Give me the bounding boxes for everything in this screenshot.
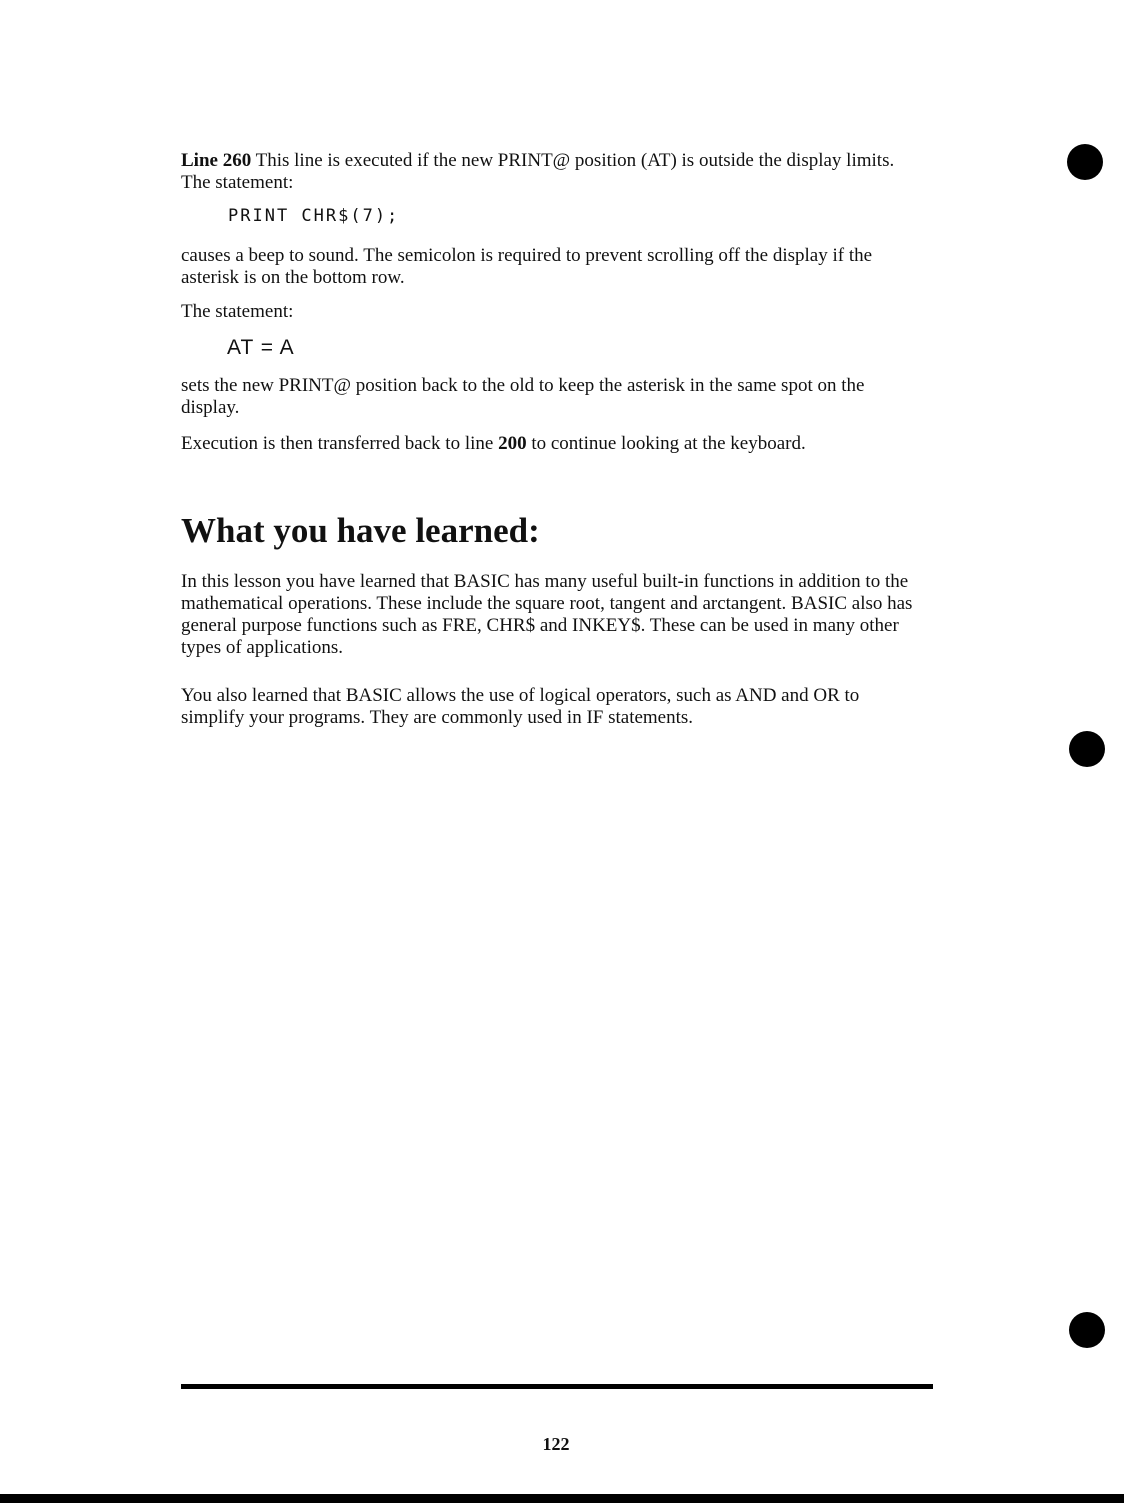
page-number: 122	[542, 1434, 570, 1454]
paragraph-position-back: sets the new PRINT@ position back to the old to keep the asterisk in the same spot on the display.	[181, 375, 865, 418]
punch-hole-bottom	[1069, 1312, 1105, 1348]
paragraph-statement: The statement:	[181, 301, 294, 322]
paragraph-logical-operators: You also learned that BASIC allows the use of logical operators, such as AND and OR to simplify your programs. They are commonly used in IF statements.	[181, 685, 860, 728]
execution-text-before: Execution is then transferred back to line	[181, 433, 499, 454]
punch-hole-middle	[1069, 731, 1105, 767]
line-label: Line 260	[181, 150, 252, 171]
paragraph-beep: causes a beep to sound. The semicolon is required to prevent scrolling off the display if the asterisk is on the bottom row.	[181, 245, 873, 288]
paragraph-lesson-summary: In this lesson you have learned that BASIC has many useful built-in functions in addition to the mathematical operations. These include the square root, tangent and arctangent. BASIC also has general purpose functions such as FRE, CHR$ and INKEY$. These can be used in many other types of applications.	[181, 571, 913, 658]
code-at-equals-a: AT = A	[227, 336, 295, 359]
paragraph-line-260	[181, 150, 921, 194]
scan-edge-bar	[0, 1494, 1124, 1503]
section-heading: What you have learned:	[181, 511, 540, 550]
paragraph-text: This line is executed if the new PRINT@ position (AT) is outside the display limits. The statement:	[181, 150, 895, 193]
line-number-200: 200	[498, 433, 527, 454]
footer-rule	[181, 1384, 933, 1389]
punch-hole-top	[1067, 144, 1103, 180]
code-print-chr: PRINT CHR$(7);	[228, 206, 400, 226]
paragraph-execution	[181, 433, 921, 455]
execution-text-after: to continue looking at the keyboard.	[526, 433, 806, 454]
